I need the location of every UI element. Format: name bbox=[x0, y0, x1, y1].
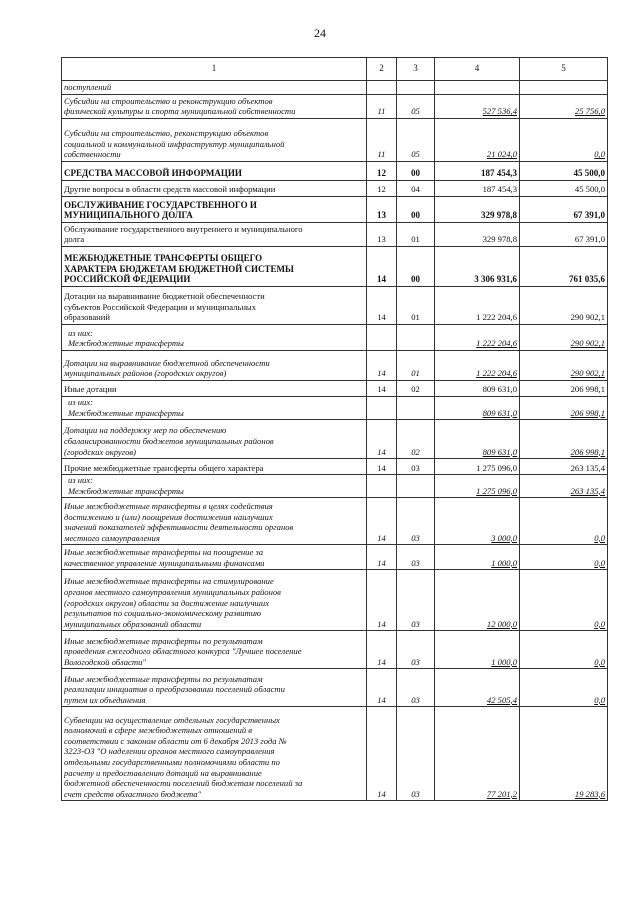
table-row bbox=[62, 459, 608, 475]
amount-col5: 263 135,4 bbox=[520, 459, 608, 475]
description-line: РОССИЙСКОЙ ФЕДЕРАЦИИ bbox=[64, 274, 191, 285]
row-description bbox=[62, 631, 367, 669]
description-line: Иные межбюджетные трансферты по результатам bbox=[64, 673, 263, 684]
section-code: 14 bbox=[367, 351, 397, 381]
description-line: полномочий в сфере межбюджетных отношений в bbox=[64, 725, 253, 736]
table-row bbox=[62, 287, 608, 325]
description-line: бюджетной обеспеченности поселений бюджетам поселений за bbox=[64, 778, 303, 789]
amount-col5: 0,0 bbox=[520, 631, 608, 669]
row-description bbox=[62, 181, 367, 197]
description-line: Межбюджетные трансферты bbox=[68, 485, 184, 496]
row-description bbox=[62, 95, 367, 119]
amount-col4: 77 201,2 bbox=[435, 707, 520, 801]
description-line: Субвенции на осуществление отдельных государственных bbox=[64, 714, 280, 725]
description-line: собственности bbox=[64, 149, 121, 160]
row-description bbox=[62, 287, 367, 325]
description-line: Дотации на поддержку мер по обеспечению bbox=[64, 425, 227, 436]
row-description bbox=[62, 325, 367, 351]
description-line: Вологодской области" bbox=[64, 656, 146, 667]
description-line: физической культуры и спорта муниципальной собственности bbox=[64, 106, 296, 117]
description-line: Обслуживание государственного внутреннего и муниципального bbox=[64, 223, 303, 234]
amount-col5: 761 035,6 bbox=[520, 247, 608, 287]
subsection-code: 00 bbox=[397, 162, 435, 181]
description-line: Субсидии на строительство и реконструкцию объектов bbox=[64, 95, 273, 106]
amount-col4: 329 978,8 bbox=[435, 197, 520, 223]
section-code: 14 bbox=[367, 459, 397, 475]
description-line: Межбюджетные трансферты bbox=[68, 407, 184, 418]
table-row bbox=[62, 397, 608, 420]
description-line: Иные межбюджетные трансферты на стимулирование bbox=[64, 576, 274, 587]
description-line: результатов по социально-экономическому развитию bbox=[64, 608, 262, 619]
table-row bbox=[62, 570, 608, 631]
amount-col5: 290 902,1 bbox=[520, 287, 608, 325]
amount-col5: 290 902,1 bbox=[520, 351, 608, 381]
section-code bbox=[367, 325, 397, 351]
budget-table bbox=[61, 57, 608, 801]
description-line: местного самоуправления bbox=[64, 532, 160, 543]
section-code bbox=[367, 81, 397, 95]
description-line: Межбюджетные трансферты bbox=[68, 338, 184, 349]
section-code: 14 bbox=[367, 631, 397, 669]
section-code: 11 bbox=[367, 95, 397, 119]
table-row bbox=[62, 669, 608, 707]
description-line: Иные дотации bbox=[64, 384, 117, 395]
table-row bbox=[62, 223, 608, 247]
description-line: органов местного самоуправления муниципальных районов bbox=[64, 587, 281, 597]
table-row bbox=[62, 95, 608, 119]
amount-col4: 1 222 204,6 bbox=[435, 351, 520, 381]
amount-col5: 0,0 bbox=[520, 545, 608, 570]
row-description bbox=[62, 397, 367, 420]
section-code: 14 bbox=[367, 498, 397, 545]
amount-col5: 19 283,6 bbox=[520, 707, 608, 801]
subsection-code bbox=[397, 475, 435, 498]
row-description bbox=[62, 223, 367, 247]
section-code bbox=[367, 397, 397, 420]
table-row bbox=[62, 119, 608, 162]
column-header: 3 bbox=[397, 58, 435, 81]
description-line: отдельными государственными полномочиями области по bbox=[64, 757, 280, 767]
section-code: 14 bbox=[367, 669, 397, 707]
amount-col5: 290 902,1 bbox=[520, 325, 608, 351]
subsection-code: 02 bbox=[397, 381, 435, 397]
section-code: 13 bbox=[367, 223, 397, 247]
amount-col4: 12 000,0 bbox=[435, 570, 520, 631]
amount-col5: 206 998,1 bbox=[520, 420, 608, 459]
section-code: 14 bbox=[367, 420, 397, 459]
amount-col5: 45 500,0 bbox=[520, 181, 608, 197]
description-line: значений показателей эффективности деятельности органов bbox=[64, 522, 294, 533]
section-code: 11 bbox=[367, 119, 397, 162]
row-description bbox=[62, 119, 367, 162]
description-line: расчету и предоставлению дотаций на выравнивание bbox=[64, 767, 262, 778]
description-line: Субсидии на строительство, реконструкцию объектов bbox=[64, 128, 269, 139]
subsection-code: 03 bbox=[397, 498, 435, 545]
description-line: путем их объединения bbox=[64, 694, 146, 705]
description-line: качественное управление муниципальными финансами bbox=[64, 557, 265, 568]
table-row bbox=[62, 545, 608, 570]
amount-col4: 809 631,0 bbox=[435, 381, 520, 397]
subsection-code: 03 bbox=[397, 570, 435, 631]
row-description bbox=[62, 247, 367, 287]
amount-col5: 67 391,0 bbox=[520, 223, 608, 247]
amount-col4: 187 454,3 bbox=[435, 162, 520, 181]
table-row bbox=[62, 420, 608, 459]
amount-col4: 1 275 096,0 bbox=[435, 459, 520, 475]
amount-col4: 1 222 204,6 bbox=[435, 287, 520, 325]
amount-col5 bbox=[520, 81, 608, 95]
description-line: социальной и коммунальной инфраструктур муниципальной bbox=[64, 138, 285, 149]
description-line: образований bbox=[64, 312, 110, 323]
amount-col4: 3 306 931,6 bbox=[435, 247, 520, 287]
subsection-code: 01 bbox=[397, 223, 435, 247]
subsection-code: 05 bbox=[397, 95, 435, 119]
amount-col4: 329 978,8 bbox=[435, 223, 520, 247]
amount-col5: 0,0 bbox=[520, 669, 608, 707]
amount-col4 bbox=[435, 81, 520, 95]
description-line: соответствии с законом области от 6 декабря 2013 года № bbox=[64, 735, 287, 746]
amount-col4: 809 631,0 bbox=[435, 420, 520, 459]
amount-col4: 1 000,0 bbox=[435, 545, 520, 570]
column-header: 4 bbox=[435, 58, 520, 81]
table-row bbox=[62, 181, 608, 197]
amount-col4: 42 505,4 bbox=[435, 669, 520, 707]
table-row bbox=[62, 381, 608, 397]
amount-col5: 67 391,0 bbox=[520, 197, 608, 223]
subsection-code: 04 bbox=[397, 181, 435, 197]
row-description bbox=[62, 707, 367, 801]
row-description bbox=[62, 381, 367, 397]
amount-col5: 0,0 bbox=[520, 119, 608, 162]
table-row bbox=[62, 498, 608, 545]
amount-col5: 45 500,0 bbox=[520, 162, 608, 181]
row-description bbox=[62, 197, 367, 223]
table-row bbox=[62, 475, 608, 498]
description-line: сбалансированности бюджетов муниципальных районов bbox=[64, 436, 274, 446]
subsection-code: 03 bbox=[397, 669, 435, 707]
section-code: 14 bbox=[367, 545, 397, 570]
page-number: 24 bbox=[314, 26, 326, 40]
section-code: 12 bbox=[367, 181, 397, 197]
subsection-code bbox=[397, 325, 435, 351]
subsection-code: 01 bbox=[397, 351, 435, 381]
section-code: 14 bbox=[367, 707, 397, 801]
description-line: МЕЖБЮДЖЕТНЫЕ ТРАНСФЕРТЫ ОБЩЕГО bbox=[64, 253, 263, 264]
subsection-code bbox=[397, 397, 435, 420]
row-description bbox=[62, 475, 367, 498]
description-line: муниципальных районов (городских округов) bbox=[64, 368, 227, 379]
description-line: муниципальных образований области bbox=[64, 618, 202, 629]
description-line: счет средств областного бюджета" bbox=[64, 788, 202, 799]
amount-col4: 1 275 096,0 bbox=[435, 475, 520, 498]
table-row bbox=[62, 81, 608, 95]
description-line: Иные межбюджетные трансферты на поощрение за bbox=[64, 547, 264, 558]
table-row bbox=[62, 325, 608, 351]
description-line: Другие вопросы в области средств массовой информации bbox=[64, 184, 276, 195]
description-line: (городских округов) bbox=[64, 446, 136, 457]
description-line: из них: bbox=[68, 475, 94, 486]
row-description bbox=[62, 545, 367, 570]
description-line: ХАРАКТЕРА БЮДЖЕТАМ БЮДЖЕТНОЙ СИСТЕМЫ bbox=[64, 263, 294, 274]
amount-col5: 0,0 bbox=[520, 498, 608, 545]
row-description bbox=[62, 81, 367, 95]
description-line: МУНИЦИПАЛЬНОГО ДОЛГА bbox=[64, 210, 193, 221]
amount-col5: 263 135,4 bbox=[520, 475, 608, 498]
amount-col5: 206 998,1 bbox=[520, 397, 608, 420]
table-row bbox=[62, 247, 608, 287]
subsection-code: 00 bbox=[397, 247, 435, 287]
table-row bbox=[62, 631, 608, 669]
subsection-code: 03 bbox=[397, 459, 435, 475]
subsection-code: 03 bbox=[397, 631, 435, 669]
description-line: 3223-ОЗ "О наделении органов местного самоуправления bbox=[64, 746, 275, 757]
subsection-code: 03 bbox=[397, 545, 435, 570]
row-description bbox=[62, 570, 367, 631]
table-row bbox=[62, 197, 608, 223]
description-line: проведения ежегодного областного конкурса "Лучшее поселение bbox=[64, 646, 302, 657]
amount-col5: 25 756,0 bbox=[520, 95, 608, 119]
table-row bbox=[62, 707, 608, 801]
description-line: Дотации на выравнивание бюджетной обеспеченности bbox=[64, 291, 265, 302]
amount-col4: 3 000,0 bbox=[435, 498, 520, 545]
amount-col4: 1 222 204,6 bbox=[435, 325, 520, 351]
amount-col4: 187 454,3 bbox=[435, 181, 520, 197]
column-header: 5 bbox=[520, 58, 608, 81]
description-line: субъектов Российской Федерации и муниципальных bbox=[64, 301, 256, 312]
section-code: 13 bbox=[367, 197, 397, 223]
amount-col4: 809 631,0 bbox=[435, 397, 520, 420]
table-row bbox=[62, 351, 608, 381]
description-line: из них: bbox=[68, 327, 94, 338]
description-line: Дотации на выравнивание бюджетной обеспеченности bbox=[64, 357, 270, 368]
subsection-code: 03 bbox=[397, 707, 435, 801]
subsection-code bbox=[397, 81, 435, 95]
row-description bbox=[62, 162, 367, 181]
section-code: 14 bbox=[367, 287, 397, 325]
description-line: из них: bbox=[68, 397, 94, 407]
subsection-code: 00 bbox=[397, 197, 435, 223]
description-line: ОБСЛУЖИВАНИЕ ГОСУДАРСТВЕННОГО И bbox=[64, 199, 257, 210]
description-line: Прочие межбюджетные трансферты общего характера bbox=[64, 462, 264, 473]
section-code bbox=[367, 475, 397, 498]
row-description bbox=[62, 459, 367, 475]
description-line: Иные межбюджетные трансферты по результатам bbox=[64, 635, 263, 646]
description-line: достижению и (или) поощрения достижения наилучших bbox=[64, 511, 273, 522]
subsection-code: 02 bbox=[397, 420, 435, 459]
row-description bbox=[62, 669, 367, 707]
row-description bbox=[62, 420, 367, 459]
table-header-row bbox=[62, 58, 608, 81]
description-line: реализации инициатив о преобразовании поселений области bbox=[64, 684, 285, 695]
row-description bbox=[62, 351, 367, 381]
section-code: 12 bbox=[367, 162, 397, 181]
column-header: 1 bbox=[62, 58, 367, 81]
description-line: Иные межбюджетные трансферты в целях содействия bbox=[64, 501, 273, 511]
amount-col4: 527 536,4 bbox=[435, 95, 520, 119]
table-row bbox=[62, 162, 608, 181]
amount-col4: 21 024,0 bbox=[435, 119, 520, 162]
section-code: 14 bbox=[367, 381, 397, 397]
subsection-code: 01 bbox=[397, 287, 435, 325]
amount-col5: 0,0 bbox=[520, 570, 608, 631]
description-line: долга bbox=[64, 234, 85, 245]
row-description bbox=[62, 498, 367, 545]
description-line: поступлений bbox=[64, 82, 112, 93]
amount-col4: 1 000,0 bbox=[435, 631, 520, 669]
section-code: 14 bbox=[367, 570, 397, 631]
section-code: 14 bbox=[367, 247, 397, 287]
description-line: СРЕДСТВА МАССОВОЙ ИНФОРМАЦИИ bbox=[64, 168, 242, 179]
column-header: 2 bbox=[367, 58, 397, 81]
description-line: (городских округов) области за достижение наилучших bbox=[64, 597, 270, 608]
amount-col5: 206 998,1 bbox=[520, 381, 608, 397]
subsection-code: 05 bbox=[397, 119, 435, 162]
